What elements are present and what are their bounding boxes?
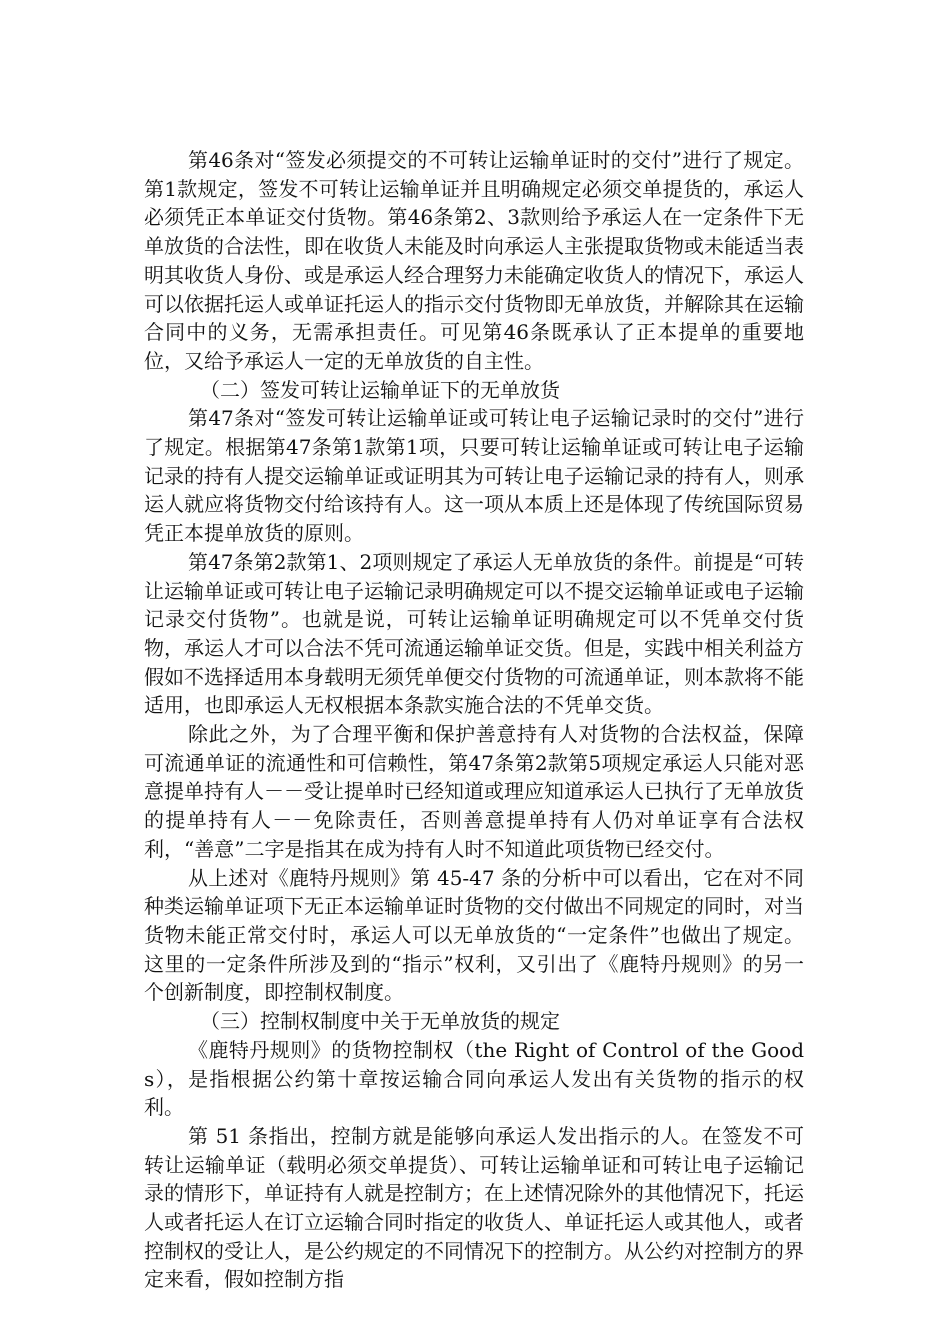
paragraph-analysis-45-47: 从上述对《鹿特丹规则》第 45-47 条的分析中可以看出，它在对不同种类运输单证项下无正本运输单证时货物的交付做出不同规定的同时，对当货物未能正常交付时，承运人可以无单放货的“一定条件”也做出了规定。这里的一定条件所涉及到的“指示”权利，又引出了《鹿特丹规则》的另一个创新制度，即控制权制度。 — [144, 865, 804, 1005]
paragraph-article-46: 第46条对“签发必须提交的不可转让运输单证时的交付”进行了规定。第1款规定，签发不可转让运输单证并且明确规定必须交单提货的，承运人必须凭正本单证交付货物。第46条第2、3款则给予承运人在一定条件下无单放货的合法性，即在收货人未能及时向承运人主张提取货物或未能适当表明其收货人身份、或是承运人经合理努力未能确定收货人的情况下，承运人可以依据托运人或单证托运人的指示交付货物即无单放货，并解除其在运输合同中的义务，无需承担责任。可见第46条既承认了正本提单的重要地位，又给予承运人一定的无单放货的自主性。 — [144, 148, 804, 373]
paragraph-article-47-clause-2: 第47条第2款第1、2项则规定了承运人无单放货的条件。前提是“可转让运输单证或可转让电子运输记录明确规定可以不提交运输单证或电子运输记录交付货物”。也就是说，可转让运输单证明确规定可以不凭单交付货物，承运人才可以合法不凭可流通运输单证交货。但是，实践中相关利益方假如不选择适用本身载明无须凭单便交付货物的可流通单证，则本款将不能适用，也即承运人无权根据本条款实施合法的不凭单交货。 — [144, 549, 804, 718]
paragraph-right-of-control: 《鹿特丹规则》的货物控制权（the Right of Control of the Goods），是指根据公约第十章按运输合同向承运人发出有关货物的指示的权利。 — [144, 1037, 804, 1120]
section-heading-2: （二）签发可转让运输单证下的无单放货 — [200, 377, 560, 402]
section-heading-3: （三）控制权制度中关于无单放货的规定 — [200, 1009, 560, 1034]
document-page — [144, 146, 804, 1294]
paragraph-good-faith-holder: 除此之外，为了合理平衡和保护善意持有人对货物的合法权益，保障可流通单证的流通性和可信赖性，第47条第2款第5项规定承运人只能对恶意提单持有人－－受让提单时已经知道或理应知道承运人已执行了无单放货的提单持有人－－免除责任，否则善意提单持有人仍对单证享有合法权利，“善意”二字是指其在成为持有人时不知道此项货物已经交付。 — [144, 722, 804, 861]
paragraph-article-47: 第47条对“签发可转让运输单证或可转让电子运输记录时的交付”进行了规定。根据第47条第1款第1项，只要可转让运输单证或可转让电子运输记录的持有人提交运输单证或证明其为可转让电子运输记录的持有人，则承运人就应将货物交付给该持有人。这一项从本质上还是体现了传统国际贸易凭正本提单放货的原则。 — [144, 406, 804, 546]
paragraph-article-51: 第 51 条指出，控制方就是能够向承运人发出指示的人。在签发不可转让运输单证（载明必须交单提货）、可转让运输单证和可转让电子运输记录的情形下，单证持有人就是控制方；在上述情况除外的其他情况下，托运人或者托运人在订立运输合同时指定的收货人、单证托运人或其他人，或者控制权的受让人，是公约规定的不同情况下的控制方。从公约对控制方的界定来看，假如控制方指 — [144, 1123, 804, 1292]
